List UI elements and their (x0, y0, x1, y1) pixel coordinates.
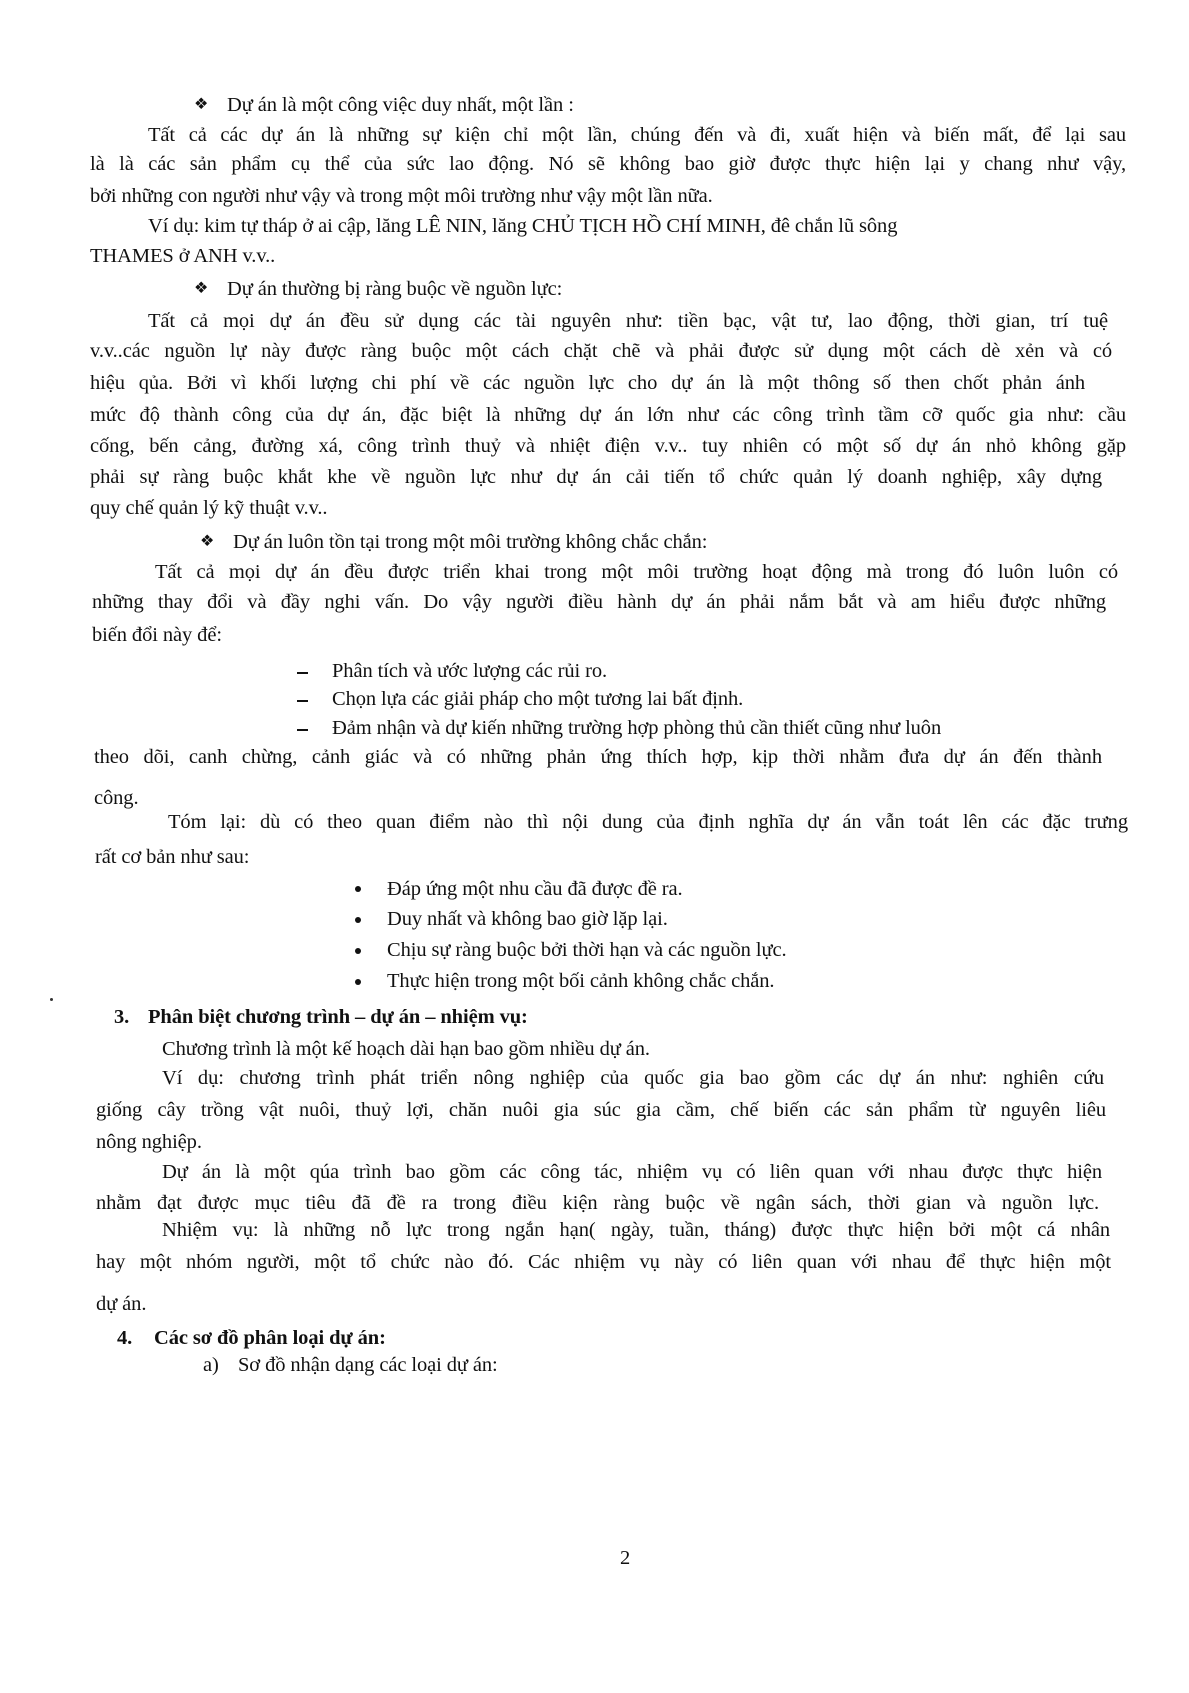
paragraph-line: Dự án là một qúa trình bao gồm các công tác, nhiệm vụ có liên quan với nhau được thực hiện (162, 1161, 1102, 1183)
dash-bullet (297, 700, 308, 702)
paragraph-line: nông nghiệp. (96, 1131, 202, 1153)
paragraph-line: quy chế quản lý kỹ thuật v.v.. (90, 497, 328, 519)
paragraph-line: biến đổi này để: (92, 624, 222, 646)
diamond-bullet-icon: ❖ (200, 533, 215, 550)
paragraph-line: Ví dụ: kim tự tháp ở ai cập, lăng LÊ NIN, lăng CHỦ TỊCH HỒ CHÍ MINH, đê chắn lũ sông (148, 215, 898, 237)
bullet-dot (355, 917, 361, 923)
page-number: 2 (620, 1547, 631, 1569)
dash-item: Đảm nhận và dự kiến những trường hợp phòng thủ cần thiết cũng như luôn (332, 717, 942, 739)
bullet-item: Duy nhất và không bao giờ lặp lại. (387, 908, 668, 930)
paragraph-line: những thay đổi và đầy nghi vấn. Do vậy người điều hành dự án phải nắm bắt và am hiểu được những (92, 591, 1106, 613)
dash-item: Phân tích và ước lượng các rủi ro. (332, 660, 608, 682)
paragraph-line: công. (94, 787, 139, 809)
bullet-item: Đáp ứng một nhu cầu đã được đề ra. (387, 878, 683, 900)
paragraph-line: nhằm đạt được mục tiêu đã đề ra trong điều kiện ràng buộc về ngân sách, thời gian và nguồn lực. (96, 1192, 1099, 1214)
bullet-item: Thực hiện trong một bối cảnh không chắc chắn. (387, 970, 775, 992)
dash-bullet (297, 672, 308, 674)
paragraph-line: theo dõi, canh chừng, cảnh giác và có những phản ứng thích hợp, kịp thời nhằm đưa dự án đến thành (94, 746, 1102, 768)
diamond-bullet-icon: ❖ (194, 96, 209, 113)
paragraph-line: v.v..các nguồn lự này được ràng buộc một cách chặt chẽ và phải được sử dụng một cách dè xẻn và có (90, 340, 1112, 362)
section-heading: Các sơ đồ phân loại dự án: (154, 1327, 386, 1349)
section-heading: Phân biệt chương trình – dự án – nhiệm vụ: (148, 1006, 528, 1028)
paragraph-line: Chương trình là một kế hoạch dài hạn bao gồm nhiều dự án. (162, 1038, 650, 1060)
bullet-dot (355, 948, 361, 954)
paragraph-line: mức độ thành công của dự án, đặc biệt là những dự án lớn như các công trình tầm cỡ quốc gia như: cầu (90, 404, 1126, 426)
paragraph-line: hay một nhóm người, một tổ chức nào đó. Các nhiệm vụ này có liên quan với nhau để thực hiện một (96, 1251, 1111, 1273)
section-number: 3. (114, 1006, 130, 1028)
paragraph-line: Tất cả các dự án là những sự kiện chỉ một lần, chúng đến và đi, xuất hiện và biến mất, để lại sau (148, 124, 1126, 146)
dash-bullet (297, 729, 308, 731)
paragraph-line: dự án. (96, 1293, 147, 1315)
bullet-item: Chịu sự ràng buộc bởi thời hạn và các nguồn lực. (387, 939, 787, 961)
subsection-label: a) (203, 1354, 219, 1376)
paragraph-line: hiệu qủa. Bởi vì khối lượng chi phí về các nguồn lực cho dự án là một thông số then chốt phản ánh (90, 372, 1085, 394)
paragraph-line: Tất cả mọi dự án đều sử dụng các tài nguyên như: tiền bạc, vật tư, lao động, thời gian, trí tuệ (148, 310, 1108, 332)
paragraph-line: phải sự ràng buộc khắt khe về nguồn lực như dự án cải tiến tổ chức quản lý doanh nghiệp, xây dựng (90, 466, 1102, 488)
paragraph-line: bởi những con người như vậy và trong một môi trường như vậy một lần nữa. (90, 185, 713, 207)
paragraph-line: Tất cả mọi dự án đều được triển khai trong một môi trường hoạt động mà trong đó luôn luôn có (155, 561, 1118, 583)
scan-speck (50, 998, 53, 1001)
bullet-heading: Dự án thường bị ràng buộc về nguồn lực: (227, 278, 563, 300)
paragraph-line: Tóm lại: dù có theo quan điểm nào thì nội dung của định nghĩa dự án vẫn toát lên các đặc trưng (168, 811, 1128, 833)
paragraph-line: Nhiệm vụ: là những nỗ lực trong ngắn hạn( ngày, tuần, tháng) được thực hiện bởi một cá nhân (162, 1219, 1110, 1241)
subsection-heading: Sơ đồ nhận dạng các loại dự án: (238, 1354, 498, 1376)
paragraph-line: cống, bến cảng, đường xá, công trình thuỷ và nhiệt điện v.v.. tuy nhiên có một số dự án nhỏ không gặp (90, 435, 1126, 457)
section-number: 4. (117, 1327, 133, 1349)
paragraph-line: THAMES ở ANH v.v.. (90, 245, 276, 267)
bullet-heading: Dự án là một công việc duy nhất, một lần : (227, 94, 574, 116)
paragraph-line: giống cây trồng vật nuôi, thuỷ lợi, chăn nuôi gia súc gia cầm, chế biến các sản phẩm từ nguyên liêu (96, 1099, 1106, 1121)
bullet-dot (355, 886, 361, 892)
paragraph-line: là là các sản phẩm cụ thể của sức lao động. Nó sẽ không bao giờ được thực hiện lại y chang như vậy, (90, 153, 1126, 175)
paragraph-line: Ví dụ: chương trình phát triển nông nghiệp của quốc gia bao gồm các dự án như: nghiên cứu (162, 1067, 1104, 1089)
bullet-heading: Dự án luôn tồn tại trong một môi trường không chắc chắn: (233, 531, 708, 553)
bullet-dot (355, 979, 361, 985)
paragraph-line: rất cơ bản như sau: (95, 846, 250, 868)
diamond-bullet-icon: ❖ (194, 280, 209, 297)
dash-item: Chọn lựa các giải pháp cho một tương lai bất định. (332, 688, 744, 710)
